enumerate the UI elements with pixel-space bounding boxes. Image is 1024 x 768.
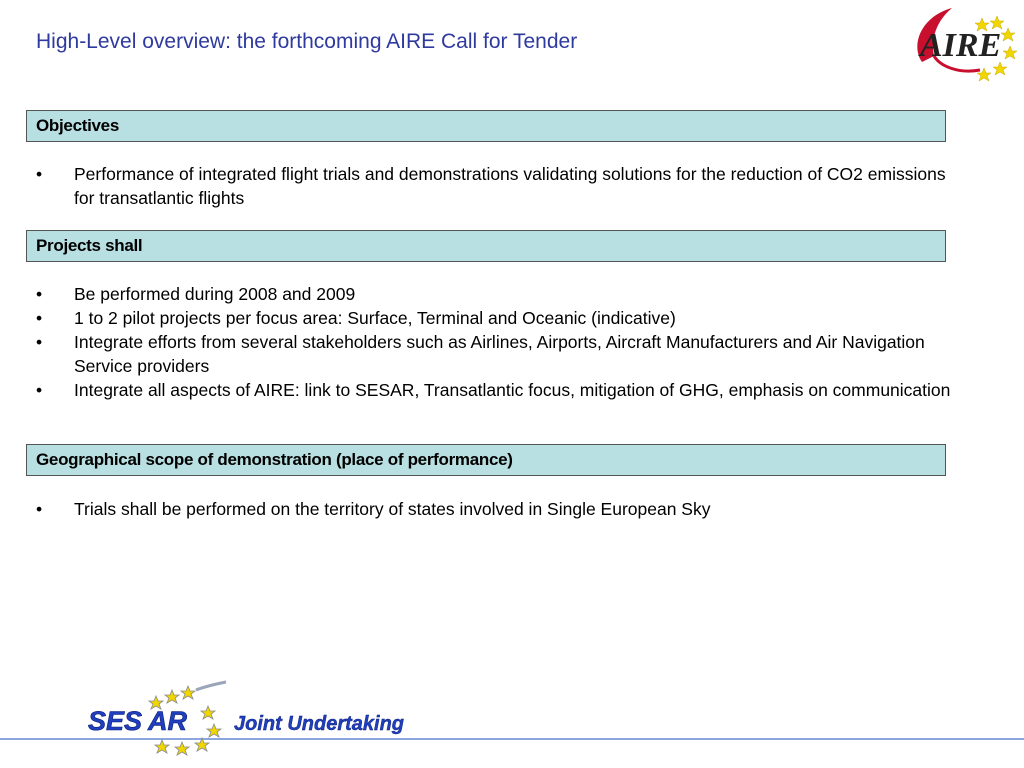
slide-title: High-Level overview: the forthcoming AIRE Call for Tender [36,30,578,53]
bullet-icon: • [36,308,43,328]
section-header-geographical-scope: Geographical scope of demonstration (place of performance) [26,444,946,476]
list-item: • 1 to 2 pilot projects per focus area: Surface, Terminal and Oceanic (indicative) [36,308,676,328]
bullet-icon: • [36,380,43,400]
geographical-list [36,497,956,521]
objectives-list [36,162,956,210]
list-item: • Performance of integrated flight trials and demonstrations validating solutions for the reduction of CO2 emissions for transatlantic flights [36,164,946,208]
list-item: • Be performed during 2008 and 2009 [36,284,356,304]
sesar-left-text: SES [88,706,143,736]
bullet-icon: • [36,332,43,352]
svg-text:AIRE: AIRE [920,27,1002,64]
section-header-objectives: Objectives [26,110,946,142]
list-item: • Integrate efforts from several stakeholders such as Airlines, Airports, Aircraft Manufacturers and Air Navigation Service providers [36,332,925,376]
bullet-icon: • [36,284,43,304]
sesar-logo-icon [86,678,456,758]
bullet-icon: • [36,499,43,519]
bullet-icon: • [36,164,43,184]
aire-logo-icon [900,4,1018,82]
list-item: • Trials shall be performed on the territory of states involved in Single European Sky [36,499,711,519]
sesar-right-text: AR [148,706,187,736]
section-header-projects-shall: Projects shall [26,230,946,262]
sesar-tagline: Joint Undertaking [234,713,405,735]
projects-list [36,282,956,402]
list-item: • Integrate all aspects of AIRE: link to SESAR, Transatlantic focus, mitigation of GHG, emphasis on communication [36,380,951,400]
